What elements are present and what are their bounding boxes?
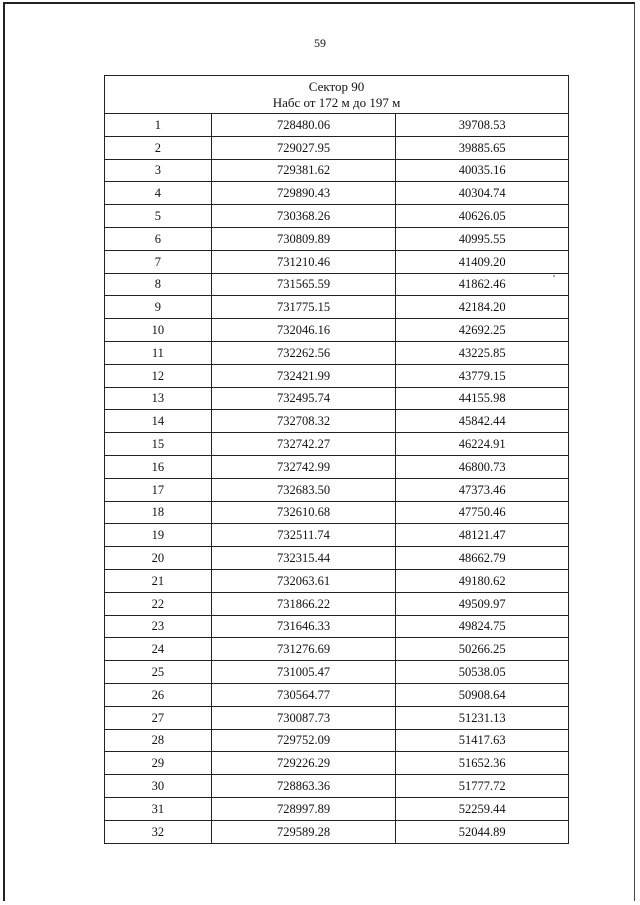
y-coordinate-cell: 52044.89 — [396, 820, 569, 843]
y-coordinate-cell: 47373.46 — [396, 478, 569, 501]
x-coordinate-cell: 728480.06 — [211, 114, 396, 137]
x-coordinate-cell: 728863.36 — [211, 775, 396, 798]
point-number-cell: 16 — [105, 455, 212, 478]
point-number-cell: 6 — [105, 227, 212, 250]
point-number-cell: 25 — [105, 661, 212, 684]
y-coordinate-cell: 40995.55 — [396, 227, 569, 250]
x-coordinate-cell: 729752.09 — [211, 729, 396, 752]
point-number-cell: 23 — [105, 615, 212, 638]
point-number-cell: 4 — [105, 182, 212, 205]
y-coordinate-cell: 45842.44 — [396, 410, 569, 433]
x-coordinate-cell: 729589.28 — [211, 820, 396, 843]
point-number-cell: 12 — [105, 364, 212, 387]
table-row — [105, 615, 569, 638]
table-row — [105, 341, 569, 364]
point-number-cell: 26 — [105, 683, 212, 706]
table-row — [105, 250, 569, 273]
table-row — [105, 661, 569, 684]
x-coordinate-cell: 732742.99 — [211, 455, 396, 478]
y-coordinate-cell: 43779.15 — [396, 364, 569, 387]
x-coordinate-cell: 731210.46 — [211, 250, 396, 273]
table-row — [105, 478, 569, 501]
point-number-cell: 18 — [105, 501, 212, 524]
x-coordinate-cell: 729381.62 — [211, 159, 396, 182]
table-row — [105, 501, 569, 524]
y-coordinate-cell: 46800.73 — [396, 455, 569, 478]
table-row — [105, 752, 569, 775]
point-number-cell: 17 — [105, 478, 212, 501]
x-coordinate-cell: 732495.74 — [211, 387, 396, 410]
table-row — [105, 227, 569, 250]
y-coordinate-cell: 48121.47 — [396, 524, 569, 547]
x-coordinate-cell: 732511.74 — [211, 524, 396, 547]
y-coordinate-cell: 50538.05 — [396, 661, 569, 684]
table-row — [105, 683, 569, 706]
y-coordinate-cell: 44155.98 — [396, 387, 569, 410]
point-number-cell: 31 — [105, 797, 212, 820]
table-row — [105, 159, 569, 182]
point-number-cell: 13 — [105, 387, 212, 410]
y-coordinate-cell: 51777.72 — [396, 775, 569, 798]
point-number-cell: 24 — [105, 638, 212, 661]
x-coordinate-cell: 732742.27 — [211, 433, 396, 456]
x-coordinate-cell: 731775.15 — [211, 296, 396, 319]
y-coordinate-cell: 51417.63 — [396, 729, 569, 752]
point-number-cell: 22 — [105, 592, 212, 615]
table-row — [105, 820, 569, 843]
x-coordinate-cell: 732315.44 — [211, 547, 396, 570]
point-number-cell: 19 — [105, 524, 212, 547]
point-number-cell: 1 — [105, 114, 212, 137]
point-number-cell: 30 — [105, 775, 212, 798]
x-coordinate-cell: 732610.68 — [211, 501, 396, 524]
point-number-cell: 28 — [105, 729, 212, 752]
height-range-subtitle: Набс от 172 м до 197 м — [272, 95, 401, 110]
x-coordinate-cell: 731276.69 — [211, 638, 396, 661]
table-row — [105, 273, 569, 296]
table-row — [105, 114, 569, 137]
point-number-cell: 14 — [105, 410, 212, 433]
x-coordinate-cell: 731005.47 — [211, 661, 396, 684]
y-coordinate-cell: 51231.13 — [396, 706, 569, 729]
point-number-cell: 29 — [105, 752, 212, 775]
y-coordinate-cell: 40626.05 — [396, 205, 569, 228]
y-coordinate-cell: 49824.75 — [396, 615, 569, 638]
table-row — [105, 136, 569, 159]
y-coordinate-cell: 46224.91 — [396, 433, 569, 456]
y-coordinate-cell: 52259.44 — [396, 797, 569, 820]
point-number-cell: 3 — [105, 159, 212, 182]
y-coordinate-cell: 41409.20 — [396, 250, 569, 273]
y-coordinate-cell: 50266.25 — [396, 638, 569, 661]
y-coordinate-cell: 50908.64 — [396, 683, 569, 706]
table-row — [105, 387, 569, 410]
x-coordinate-cell: 730087.73 — [211, 706, 396, 729]
x-coordinate-cell: 732063.61 — [211, 569, 396, 592]
x-coordinate-cell: 732046.16 — [211, 319, 396, 342]
coordinates-table — [104, 75, 569, 844]
x-coordinate-cell: 731565.59 — [211, 273, 396, 296]
table-row — [105, 455, 569, 478]
y-coordinate-cell: 42184.20 — [396, 296, 569, 319]
y-coordinate-cell: 47750.46 — [396, 501, 569, 524]
y-coordinate-cell: 40035.16 — [396, 159, 569, 182]
x-coordinate-cell: 730809.89 — [211, 227, 396, 250]
x-coordinate-cell: 731646.33 — [211, 615, 396, 638]
point-number-cell: 21 — [105, 569, 212, 592]
table-row — [105, 433, 569, 456]
point-number-cell: 7 — [105, 250, 212, 273]
x-coordinate-cell: 730564.77 — [211, 683, 396, 706]
table-row — [105, 592, 569, 615]
x-coordinate-cell: 729226.29 — [211, 752, 396, 775]
x-coordinate-cell: 730368.26 — [211, 205, 396, 228]
y-coordinate-cell: 48662.79 — [396, 547, 569, 570]
y-coordinate-cell: 51652.36 — [396, 752, 569, 775]
table-header-row — [105, 76, 569, 114]
table-row — [105, 319, 569, 342]
table-header-cell — [105, 76, 569, 114]
x-coordinate-cell: 731866.22 — [211, 592, 396, 615]
sector-title: Сектор 90 — [308, 79, 365, 94]
scan-speck — [553, 275, 555, 277]
y-coordinate-cell: 39885.65 — [396, 136, 569, 159]
x-coordinate-cell: 729027.95 — [211, 136, 396, 159]
point-number-cell: 9 — [105, 296, 212, 319]
y-coordinate-cell: 49180.62 — [396, 569, 569, 592]
y-coordinate-cell: 39708.53 — [396, 114, 569, 137]
x-coordinate-cell: 729890.43 — [211, 182, 396, 205]
point-number-cell: 2 — [105, 136, 212, 159]
x-coordinate-cell: 728997.89 — [211, 797, 396, 820]
x-coordinate-cell: 732708.32 — [211, 410, 396, 433]
table-body — [105, 114, 569, 844]
point-number-cell: 27 — [105, 706, 212, 729]
x-coordinate-cell: 732421.99 — [211, 364, 396, 387]
point-number-cell: 32 — [105, 820, 212, 843]
table-row — [105, 524, 569, 547]
y-coordinate-cell: 40304.74 — [396, 182, 569, 205]
point-number-cell: 10 — [105, 319, 212, 342]
page-number: 59 — [314, 36, 326, 50]
table-row — [105, 569, 569, 592]
y-coordinate-cell: 43225.85 — [396, 341, 569, 364]
table-row — [105, 797, 569, 820]
table-row — [105, 364, 569, 387]
point-number-cell: 5 — [105, 205, 212, 228]
table-row — [105, 706, 569, 729]
point-number-cell: 20 — [105, 547, 212, 570]
table-row — [105, 729, 569, 752]
y-coordinate-cell: 49509.97 — [396, 592, 569, 615]
table-row — [105, 410, 569, 433]
x-coordinate-cell: 732683.50 — [211, 478, 396, 501]
y-coordinate-cell: 41862.46 — [396, 273, 569, 296]
point-number-cell: 8 — [105, 273, 212, 296]
table-row — [105, 775, 569, 798]
y-coordinate-cell: 42692.25 — [396, 319, 569, 342]
table-row — [105, 547, 569, 570]
point-number-cell: 15 — [105, 433, 212, 456]
table-row — [105, 205, 569, 228]
x-coordinate-cell: 732262.56 — [211, 341, 396, 364]
table-row — [105, 296, 569, 319]
point-number-cell: 11 — [105, 341, 212, 364]
table-row — [105, 182, 569, 205]
table-row — [105, 638, 569, 661]
